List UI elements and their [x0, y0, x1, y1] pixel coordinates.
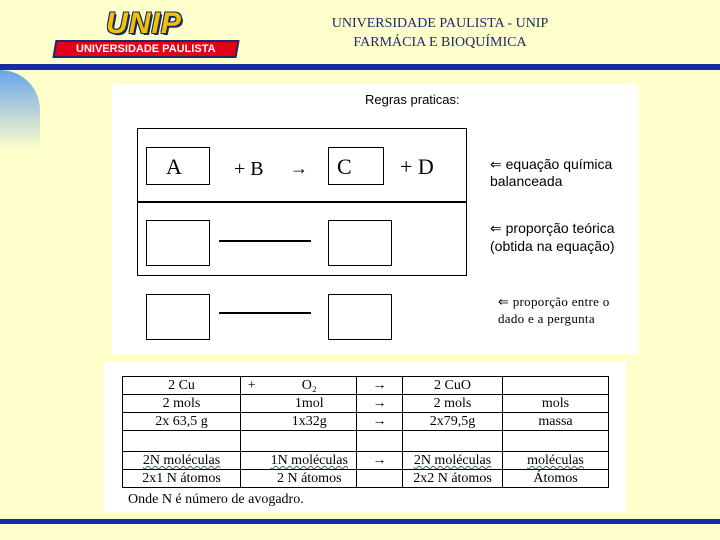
cell: 1N moléculas	[263, 452, 357, 470]
header-line-1: UNIVERSIDADE PAULISTA - UNIP	[331, 16, 549, 31]
note-theoretical	[490, 219, 615, 255]
cell	[403, 431, 503, 452]
cell: 2 CuO	[403, 377, 503, 395]
logo-band	[52, 40, 239, 58]
cell	[241, 452, 263, 470]
label-plus-d: + D	[400, 154, 434, 179]
cell	[241, 470, 263, 488]
table-row	[123, 377, 609, 395]
cell: O₂	[263, 377, 357, 395]
cell: →	[357, 452, 403, 470]
cell: Átomos	[503, 470, 609, 488]
cell: 2 Cu	[123, 377, 241, 395]
table-row-spacer	[123, 431, 609, 452]
ratio-line-data	[219, 312, 311, 314]
table-footnote: Onde N é número de avogadro.	[128, 492, 304, 507]
label-plus-b: + B	[234, 158, 264, 180]
cell	[241, 431, 263, 452]
cell	[357, 470, 403, 488]
note-data	[498, 293, 610, 327]
cell: 2x2 N átomos	[403, 470, 503, 488]
cell: 2x79,5g	[403, 413, 503, 431]
rules-panel	[112, 84, 638, 354]
table-row	[123, 452, 609, 470]
ratio-line-theoretical	[219, 240, 311, 242]
table-row	[123, 470, 609, 488]
box-c	[328, 147, 384, 185]
accent-shape	[0, 70, 40, 150]
note-balanced-equation: ⇐ equação química balanceada	[490, 156, 613, 189]
cell: →	[357, 377, 403, 395]
cell: moléculas	[503, 452, 609, 470]
cell: 1mol	[263, 395, 357, 413]
box-data-1	[146, 294, 210, 340]
cell: 2x1 N átomos	[123, 470, 241, 488]
cell: →	[357, 395, 403, 413]
bottom-rule	[0, 519, 720, 524]
cell	[123, 431, 241, 452]
cell: +	[241, 377, 263, 395]
cell: mols	[503, 395, 609, 413]
label-a: A	[166, 154, 182, 179]
table-row	[123, 395, 609, 413]
box-theoretical-2	[328, 220, 392, 266]
box-theoretical-1	[146, 220, 210, 266]
cell: 2 N átomos	[263, 470, 357, 488]
note-data-line-2: dado e a pergunta	[498, 311, 595, 326]
cell: 2 mols	[403, 395, 503, 413]
divider-1	[137, 201, 467, 203]
cell: →	[357, 413, 403, 431]
cell: 2N moléculas	[403, 452, 503, 470]
cell: 2N moléculas	[123, 452, 241, 470]
cell: massa	[503, 413, 609, 431]
arrow-icon: →	[290, 158, 308, 178]
stoichiometry-table	[122, 376, 609, 488]
note-data-line-1: ⇐ proporção entre o	[498, 294, 610, 309]
header-line-2: FARMÁCIA E BIOQUÍMICA	[353, 35, 527, 50]
cell: 1x32g	[263, 413, 357, 431]
logo-band-text: UNIVERSIDADE PAULISTA	[76, 43, 216, 55]
unip-logo	[48, 7, 240, 58]
table-row	[123, 413, 609, 431]
note-theoretical-line-2: (obtida na equação)	[490, 238, 615, 254]
note-theoretical-line-1: ⇐ proporção teórica	[490, 220, 615, 236]
cell	[503, 431, 609, 452]
label-c: C	[337, 154, 352, 179]
stoichiometry-panel	[104, 362, 626, 512]
cell	[357, 431, 403, 452]
cell	[263, 431, 357, 452]
logo-brand: UNIP	[106, 7, 182, 40]
cell	[241, 395, 263, 413]
rules-title: Regras praticas:	[365, 92, 460, 107]
cell	[241, 413, 263, 431]
cell: 2x 63,5 g	[123, 413, 241, 431]
box-a	[146, 147, 210, 185]
box-data-2	[328, 294, 392, 340]
cell	[503, 377, 609, 395]
cell: 2 mols	[123, 395, 241, 413]
top-rule	[0, 64, 720, 70]
